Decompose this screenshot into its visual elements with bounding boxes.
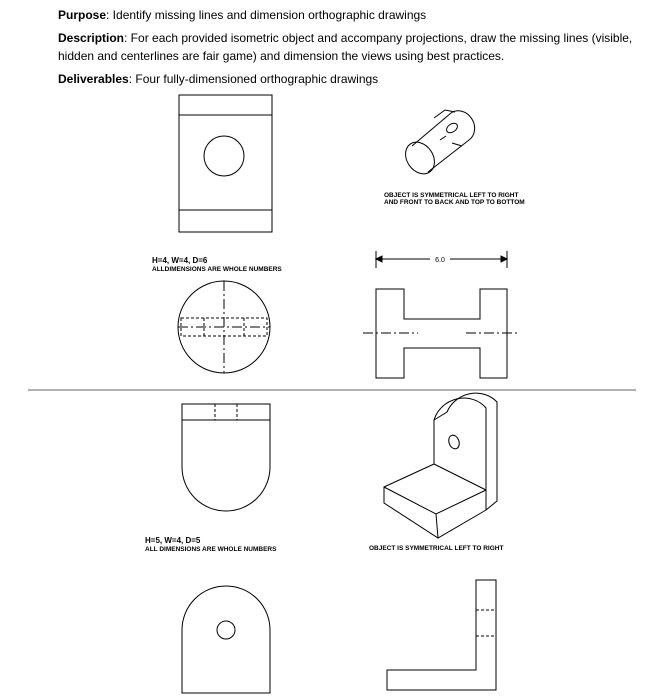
p2-isometric-view	[384, 393, 497, 538]
p2-top-view	[182, 404, 270, 511]
p1-isometric-view	[400, 110, 475, 179]
description-label: Description	[58, 31, 125, 45]
deliverables-label: Deliverables	[58, 72, 129, 86]
purpose-text: : Identify missing lines and dimension orthographic drawings	[106, 8, 427, 22]
deliverables-text: : Four fully-dimensioned orthographic drawings	[128, 72, 379, 86]
p2-side-view	[387, 580, 496, 690]
p1-iso-note-line1: OBJECT IS SYMMETRICAL LEFT TO RIGHT	[384, 192, 519, 199]
p1-dims-note: ALLDIMENSIONS ARE WHOLE NUMBERS	[152, 266, 282, 273]
p2-front-view	[182, 586, 270, 693]
p1-dims-line: H=4, W=4, D=6	[152, 256, 208, 265]
p1-iso-note	[384, 192, 525, 206]
p1-front-view	[178, 281, 270, 373]
p2-dims-line: H=5, W=4, D=5	[145, 536, 201, 545]
p1-top-view	[179, 95, 272, 232]
p1-dimension-value: 6.0	[435, 257, 445, 264]
purpose-label: Purpose	[58, 8, 107, 22]
description-text: : For each provided isometric object and accompany projections, draw the missing lines (visible, hidden and centerlines are fair game) and dimension the views using best practices.	[58, 31, 633, 63]
p1-side-view	[363, 251, 520, 378]
p2-dims-note: ALL DIMENSIONS ARE WHOLE NUMBERS	[145, 546, 277, 553]
p2-iso-note: OBJECT IS SYMMETRICAL LEFT TO RIGHT	[369, 545, 504, 552]
p1-iso-note-line2: AND FRONT TO BACK AND TOP TO BOTTOM	[384, 199, 525, 206]
